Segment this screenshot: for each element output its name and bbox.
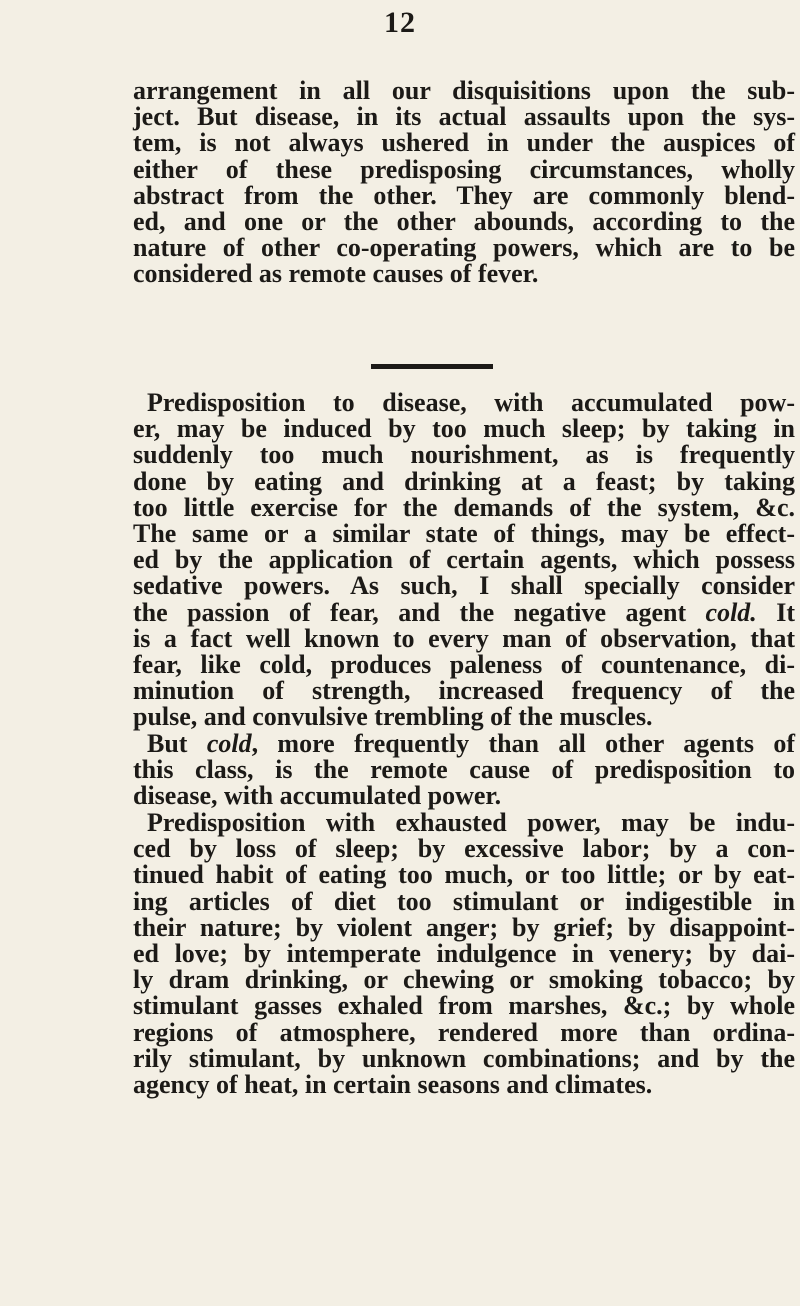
text-line: pulse, and convulsive trembling of the muscles. bbox=[133, 702, 653, 732]
paragraph-1 bbox=[133, 78, 795, 288]
text-line: ing articles of diet too stimulant or indigestible in bbox=[133, 886, 795, 916]
text-line: Predisposition to disease, with accumulated pow- bbox=[147, 388, 795, 417]
text-line bbox=[133, 731, 795, 757]
paragraph-4 bbox=[133, 810, 795, 1098]
text-line: rily stimulant, by unknown combinations; and by the bbox=[133, 1043, 795, 1073]
text-line: ced by loss of sleep; by excessive labor; by a con- bbox=[133, 834, 795, 864]
text-line: tinued habit of eating too much, or too little; or by eat- bbox=[133, 860, 795, 890]
text-line: arrangement in all our disquisitions upon the sub- bbox=[133, 76, 795, 105]
text-line: ly dram drinking, or chewing or smoking tobacco; by bbox=[133, 965, 795, 995]
section-divider bbox=[371, 364, 493, 369]
text-line: The same or a similar state of things, may be effect- bbox=[133, 518, 795, 548]
text-line: er, may be induced by too much sleep; by taking in bbox=[133, 414, 795, 444]
text-fragment: It bbox=[756, 597, 795, 627]
text-line: fear, like cold, produces paleness of countenance, di- bbox=[133, 649, 795, 679]
text-line: either of these predisposing circumstances, wholly bbox=[133, 154, 795, 184]
text-line: done by eating and drinking at a feast; by taking bbox=[133, 466, 795, 496]
page-number: 12 bbox=[384, 6, 416, 39]
text-line: nature of other co-operating powers, which are to be bbox=[133, 233, 795, 263]
text-line: ject. But disease, in its actual assaults upon the sys- bbox=[133, 102, 795, 132]
text-line: minution of strength, increased frequency of the bbox=[133, 676, 795, 706]
text-line: ed by the application of certain agents, which possess bbox=[133, 545, 795, 575]
text-fragment: , more frequently than all other agents of bbox=[251, 729, 795, 758]
italic-word: cold bbox=[206, 729, 252, 758]
text-line: Predisposition with exhausted power, may be indu- bbox=[147, 808, 795, 837]
text-line: disease, with accumulated power. bbox=[133, 781, 502, 811]
paragraph-3 bbox=[133, 731, 795, 810]
text-line: ed love; by intemperate indulgence in venery; by dai- bbox=[133, 938, 795, 968]
text-line: agency of heat, in certain seasons and climates. bbox=[133, 1069, 653, 1099]
text-line bbox=[133, 597, 795, 627]
text-fragment: the passion of fear, and the negative agent bbox=[133, 597, 706, 627]
text-fragment: But bbox=[147, 729, 207, 758]
text-line: regions of atmosphere, rendered more than ordina- bbox=[133, 1017, 795, 1047]
text-line: tem, is not always ushered in under the auspices of bbox=[133, 128, 795, 158]
text-line: too little exercise for the demands of the system, &c. bbox=[133, 492, 795, 522]
text-line: this class, is the remote cause of predisposition to bbox=[133, 755, 795, 785]
text-line: considered as remote causes of fever. bbox=[133, 259, 539, 289]
text-line: sedative powers. As such, I shall specially consider bbox=[133, 571, 795, 601]
text-line: ed, and one or the other abounds, according to the bbox=[133, 206, 795, 236]
text-line: is a fact well known to every man of observation, that bbox=[133, 623, 795, 653]
text-line: their nature; by violent anger; by grief; by disappoint- bbox=[133, 912, 795, 942]
paragraph-2 bbox=[133, 390, 795, 730]
italic-word: cold. bbox=[705, 597, 757, 627]
text-line: suddenly too much nourishment, as is frequently bbox=[133, 440, 795, 470]
text-line: abstract from the other. They are commonly blend- bbox=[133, 180, 795, 210]
text-line: stimulant gasses exhaled from marshes, &c.; by whole bbox=[133, 991, 795, 1021]
